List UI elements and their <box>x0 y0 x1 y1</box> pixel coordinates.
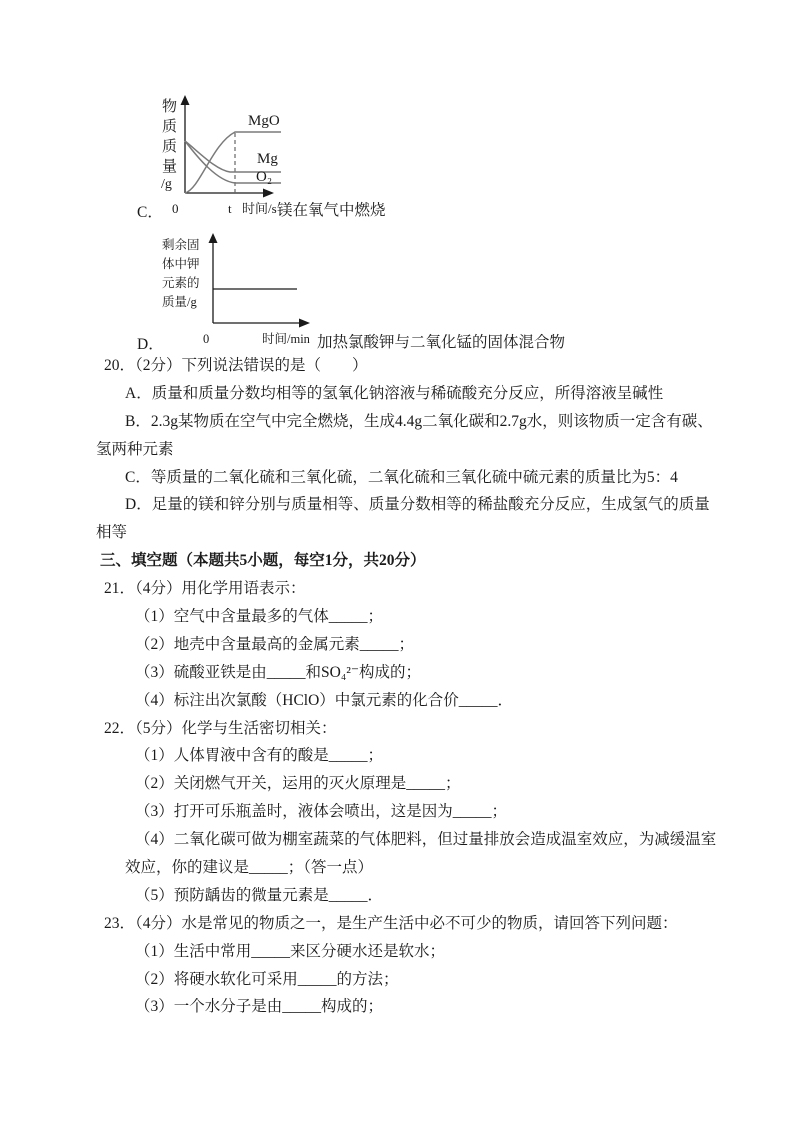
q22-item-4-cont: 效应，你的建议是_____；（答一点） <box>125 859 374 877</box>
q20-option-c: C．等质量的二氧化硫和三氧化硫，二氧化硫和三氧化硫中硫元素的质量比为5：4 <box>125 468 678 486</box>
chart-c-xlabel: 时间/s <box>242 201 277 216</box>
q22-item-5: （5）预防龋齿的微量元素是_____． <box>135 886 384 904</box>
question19-charts-area <box>0 0 794 352</box>
q22-item-2: （2）关闭燃气开关，运用的灭火原理是_____； <box>135 775 461 793</box>
q20-option-b-cont: 氢两种元素 <box>96 440 174 458</box>
chart-d-origin-tick: 0 <box>203 332 210 346</box>
q23-item-2: （2）将硬水软化可采用_____的方法； <box>135 970 399 988</box>
chart-c-t-tick: t <box>228 201 232 216</box>
chart-d-ylabel-line: 体中钾 <box>162 257 200 271</box>
q22-item-4: （4）二氧化碳可做为棚室蔬菜的气体肥料，但过量排放会造成温室效应，为减缓温室 <box>135 831 717 849</box>
chart-c-origin-tick: 0 <box>172 201 179 216</box>
chart-d-xlabel: 时间/min <box>262 332 310 346</box>
q19-option-c-label: C． <box>137 204 163 221</box>
chart-d-ylabel-line: 质量/g <box>162 295 197 309</box>
y-axis-arrow-icon <box>209 233 218 243</box>
q23-item-3: （3）一个水分子是由_____构成的； <box>135 998 384 1016</box>
q22-stem: 22．（5分）化学与生活密切相关： <box>104 719 337 737</box>
exam-text-block <box>96 352 736 1021</box>
q20-option-d-cont: 相等 <box>96 524 128 542</box>
chart-c-label-o2: O₂ <box>256 169 273 185</box>
chart-d-caption: 加热氯酸钾与二氧化锰的固体混合物 <box>317 334 566 351</box>
chart-c-ylabel-unit: /g <box>161 177 172 192</box>
q23-item-1: （1）生活中常用_____来区分硬水还是软水； <box>135 942 446 960</box>
q19-option-d-label: D． <box>137 336 164 353</box>
q21-stem: 21．（4分）用化学用语表示： <box>104 580 306 598</box>
chart-d-ylabel-line: 元素的 <box>162 276 200 290</box>
q22-item-1: （1）人体胃液中含有的酸是_____； <box>135 747 384 765</box>
q21-item-4: （4）标注出次氯酸（HClO）中氯元素的化合价_____． <box>135 691 514 709</box>
chart-c-ylabel-char: 质 <box>162 119 178 135</box>
q20-stem: 20．（2分）下列说法错误的是（ ） <box>104 357 368 374</box>
x-axis-arrow-icon <box>263 189 274 198</box>
q22-item-3: （3）打开可乐瓶盖时，液体会喷出，这是因为_____； <box>135 803 508 821</box>
q23-stem: 23．（4分）水是常见的物质之一，是生产生活中必不可少的物质，请回答下列问题： <box>104 914 678 932</box>
q20-option-b: B．2.3g某物质在空气中完全燃烧，生成4.4g二氧化碳和2.7g水，则该物质一定含有碳、 <box>125 412 713 430</box>
chart-c-label-mg: Mg <box>257 151 278 167</box>
q21-item-3: （3）硫酸亚铁是由_____和SO₄²⁻构成的； <box>135 663 422 681</box>
x-axis-arrow-icon <box>299 319 310 328</box>
y-axis-arrow-icon <box>181 95 190 105</box>
chart-d-ylabel-line: 剩余固 <box>162 238 200 252</box>
q20-option-d: D．足量的镁和锌分别与质量相等、质量分数相等的稀盐酸充分反应，生成氢气的质量 <box>125 496 710 514</box>
q21-item-1: （1）空气中含量最多的气体_____； <box>135 608 384 626</box>
chart-c-ylabel-char: 物 <box>162 99 178 115</box>
q20-option-a: A．质量和质量分数均相等的氢氧化钠溶液与稀硫酸充分反应，所得溶液呈碱性 <box>125 384 664 402</box>
chart-c-ylabel-char: 质 <box>162 139 178 155</box>
chart-c-caption: 镁在氧气中燃烧 <box>277 202 386 219</box>
q21-item-2: （2）地壳中含量最高的金属元素_____； <box>135 635 415 653</box>
chart-c-ylabel-char: 量 <box>162 159 178 175</box>
section3-heading: 三、填空题（本题共5小题，每空1分，共20分） <box>100 552 426 570</box>
chart-c-label-mgo: MgO <box>248 113 280 129</box>
